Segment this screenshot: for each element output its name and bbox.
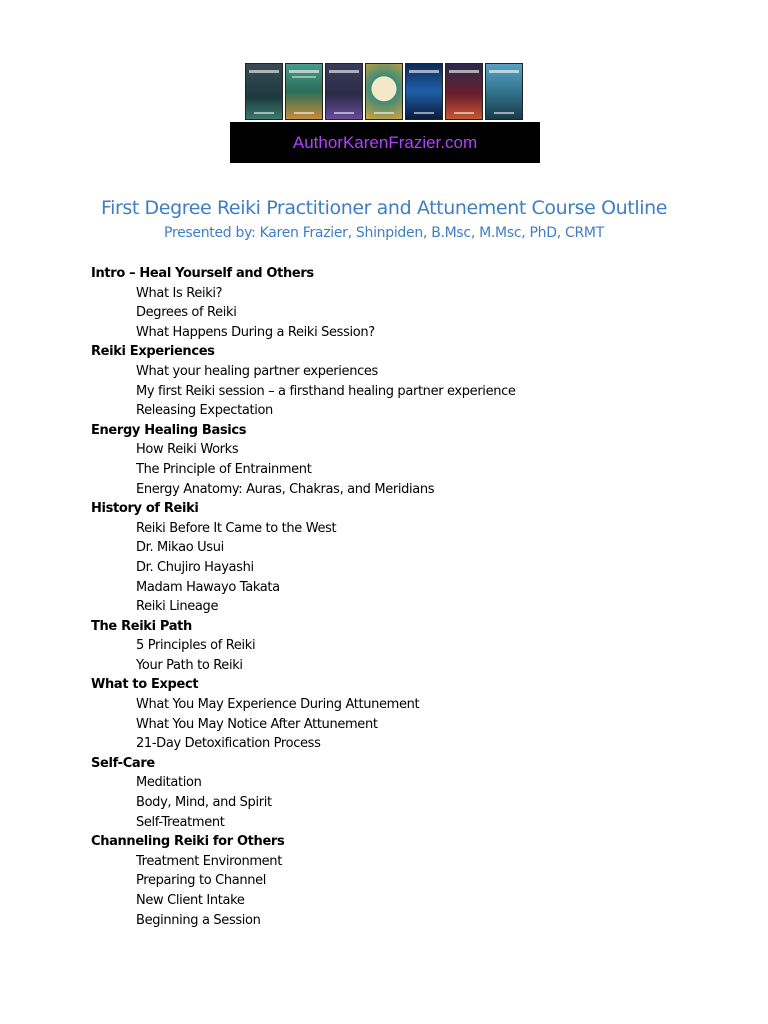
section-heading: What to Expect bbox=[91, 677, 199, 693]
outline-item: Body, Mind, and Spirit bbox=[136, 795, 272, 811]
section-heading: History of Reiki bbox=[91, 501, 199, 517]
book-cover-3 bbox=[325, 63, 363, 120]
outline-item: Preparing to Channel bbox=[136, 873, 267, 889]
outline-item: Your Path to Reiki bbox=[136, 657, 243, 673]
outline-item: My first Reiki session – a firsthand healing partner experience bbox=[136, 383, 516, 399]
outline-item: Reiki Before It Came to the West bbox=[136, 520, 337, 536]
outline-item: Self-Treatment bbox=[136, 814, 225, 830]
section-heading: The Reiki Path bbox=[91, 618, 192, 634]
book-covers-strip bbox=[245, 63, 523, 120]
outline-item: Treatment Environment bbox=[136, 853, 282, 869]
outline-item: Beginning a Session bbox=[136, 912, 261, 928]
book-cover-6 bbox=[445, 63, 483, 120]
outline-item: Dr. Chujiro Hayashi bbox=[136, 559, 254, 575]
outline-item: Degrees of Reiki bbox=[136, 305, 237, 321]
outline-item: How Reiki Works bbox=[136, 442, 239, 458]
outline-item: What You May Notice After Attunement bbox=[136, 716, 378, 732]
section-heading: Channeling Reiki for Others bbox=[91, 834, 285, 850]
outline-item: Releasing Expectation bbox=[136, 403, 273, 419]
outline-item: Dr. Mikao Usui bbox=[136, 540, 224, 556]
book-cover-7 bbox=[485, 63, 523, 120]
section-heading: Energy Healing Basics bbox=[91, 422, 247, 438]
outline-item: 21-Day Detoxification Process bbox=[136, 736, 321, 752]
outline-item: What Is Reiki? bbox=[136, 285, 223, 301]
outline-item: What You May Experience During Attunement bbox=[136, 697, 420, 713]
outline-item: Meditation bbox=[136, 775, 202, 791]
book-cover-1 bbox=[245, 63, 283, 120]
course-outline bbox=[91, 264, 731, 930]
book-cover-2 bbox=[285, 63, 323, 120]
outline-item: What your healing partner experiences bbox=[136, 363, 378, 379]
section-heading: Intro – Heal Yourself and Others bbox=[91, 266, 314, 281]
website-banner[interactable] bbox=[230, 122, 540, 163]
outline-item: The Principle of Entrainment bbox=[136, 461, 312, 477]
outline-item: Madam Hawayo Takata bbox=[136, 579, 280, 595]
outline-item: 5 Principles of Reiki bbox=[136, 638, 256, 654]
document-subtitle: Presented by: Karen Frazier, Shinpiden, B.Msc, M.Msc, PhD, CRMT bbox=[164, 225, 604, 241]
outline-item: Energy Anatomy: Auras, Chakras, and Meridians bbox=[136, 481, 435, 497]
outline-item: Reiki Lineage bbox=[136, 599, 219, 615]
outline-item: New Client Intake bbox=[136, 893, 245, 908]
outline-item: What Happens During a Reiki Session? bbox=[136, 324, 375, 340]
document-title: First Degree Reiki Practitioner and Attunement Course Outline bbox=[100, 197, 668, 219]
book-cover-4 bbox=[365, 63, 403, 120]
book-cover-5 bbox=[405, 63, 443, 120]
section-heading: Self-Care bbox=[91, 755, 155, 771]
website-link[interactable]: AuthorKarenFrazier.com bbox=[292, 132, 478, 152]
section-heading: Reiki Experiences bbox=[91, 344, 215, 360]
